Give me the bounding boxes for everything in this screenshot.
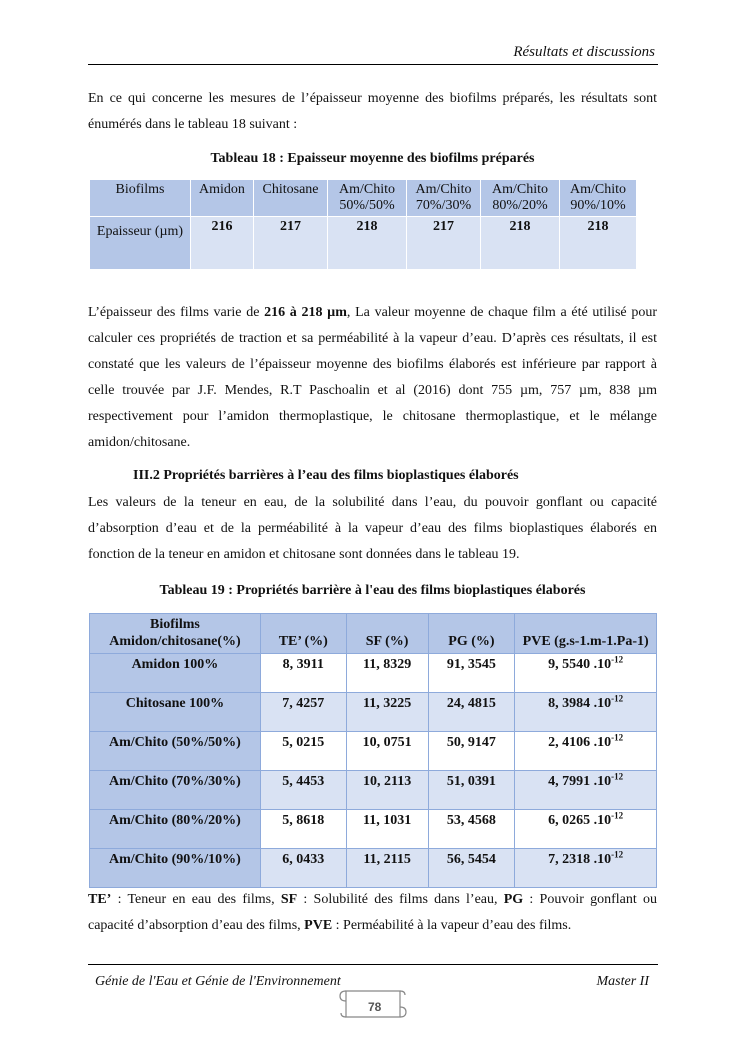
table19-cell-pg-value: 91, 3545 (446, 657, 496, 672)
exponent: -12 (611, 732, 624, 743)
table18-cell: 218 (328, 217, 407, 270)
table19-cell-sf-value: 11, 1031 (362, 813, 412, 828)
legend-pve-text: : Perméabilité à la vapeur d’eau des films. (332, 918, 572, 933)
table19-header-sf: SF (%) (346, 614, 428, 654)
legend-pve-key: PVE (304, 918, 333, 933)
table19-cell-te (260, 693, 346, 732)
section-heading: III.2 Propriétés barrières à l’eau des films bioplastiques élaborés (133, 468, 519, 483)
table19-cell-pg-value: 50, 9147 (446, 735, 496, 750)
table19-cell-pg (428, 654, 515, 693)
table19-cell-pg-value: 24, 4815 (446, 696, 496, 711)
exponent: -12 (611, 771, 624, 782)
exponent: -12 (611, 849, 624, 860)
table19-cell-pg (428, 810, 515, 849)
table19-caption: Tableau 19 : Propriétés barrière à l'eau des films bioplastiques élaborés (159, 583, 586, 598)
legend-sf-key: SF (280, 892, 298, 907)
table19-cell-te-value: 5, 4453 (282, 774, 325, 789)
table19-cell-pve-value: 6, 0265 .10 (548, 813, 612, 828)
table19-cell-pve (515, 693, 657, 732)
table-row (90, 771, 657, 810)
table19-header-pve: PVE (g.s-1.m-1.Pa-1) (515, 614, 657, 654)
table19-header-te: TE’ (%) (260, 614, 346, 654)
table18-header-cell: Am/Chito 70%/30% (407, 180, 481, 217)
intro-line-2: énumérés dans le tableau 18 suivant : (88, 117, 298, 132)
table19-cell-pve-value: 8, 3984 .10 (548, 696, 612, 711)
footer-left: Génie de l'Eau et Génie de l'Environnement (95, 974, 341, 989)
intro-line-1: En ce qui concerne les mesures de l’épaisseur moyenne des biofilms préparés, les résultats sont (88, 91, 657, 106)
table19-cell-pve (515, 810, 657, 849)
table18-header-cell: Chitosane (254, 180, 328, 217)
table19-cell-biofilm-value: Am/Chito (50%/50%) (109, 735, 241, 750)
table19-cell-sf-value: 11, 8329 (362, 657, 412, 672)
table18-cell: 217 (407, 217, 481, 270)
para2-bold: 216 à 218 µm (264, 305, 347, 320)
table19-cell-sf-value: 11, 2115 (363, 852, 411, 867)
footer-rule (88, 964, 658, 965)
table18-cell: 216 (191, 217, 254, 270)
para2-text-before: L’épaisseur des films varie de (88, 305, 265, 320)
thickness-paragraph (88, 300, 657, 456)
table19-cell-sf (346, 771, 428, 810)
table19-cell-biofilm (90, 849, 261, 888)
table19-cell-pg (428, 849, 515, 888)
legend-sf-text: : Solubilité des films dans l’eau, (297, 892, 504, 907)
table-row (90, 180, 637, 217)
table19-cell-biofilm (90, 654, 261, 693)
table-header-row (90, 614, 657, 654)
table19-cell-pg-value: 51, 0391 (446, 774, 496, 789)
table18 (89, 179, 637, 270)
table19-cell-sf (346, 693, 428, 732)
table19-cell-te (260, 810, 346, 849)
legend-te-key: TE’ (88, 892, 112, 907)
table19-cell-pve (515, 849, 657, 888)
table19-cell-pve-value: 4, 7991 .10 (548, 774, 612, 789)
table18-cell: 217 (254, 217, 328, 270)
table-row (90, 693, 657, 732)
table18-header-cell: Am/Chito 90%/10% (560, 180, 637, 217)
table19-cell-sf (346, 732, 428, 771)
table-row (90, 849, 657, 888)
table19-cell-pg (428, 771, 515, 810)
table-row (90, 732, 657, 771)
table19-cell-te-value: 8, 3911 (282, 657, 324, 672)
table19-cell-pg-value: 53, 4568 (446, 813, 496, 828)
table19-cell-biofilm-value: Amidon 100% (131, 657, 219, 672)
table19-cell-biofilm-value: Am/Chito (70%/30%) (109, 774, 241, 789)
table18-header-cell: Biofilms (90, 180, 191, 217)
table19-cell-biofilm (90, 771, 261, 810)
table19-header-biofilms: Biofilms Amidon/chitosane(%) (90, 614, 261, 654)
legend-pg-key: PG (503, 892, 524, 907)
table19-cell-pve (515, 654, 657, 693)
table18-header-cell: Am/Chito 50%/50% (328, 180, 407, 217)
table19-cell-biofilm (90, 732, 261, 771)
table-row (90, 217, 637, 270)
table19-cell-te (260, 771, 346, 810)
table18-cell: 218 (560, 217, 637, 270)
exponent: -12 (611, 654, 624, 665)
table19-cell-biofilm-value: Chitosane 100% (125, 696, 225, 711)
table19-cell-te-value: 6, 0433 (282, 852, 325, 867)
table19-cell-te (260, 732, 346, 771)
table19-cell-pg-value: 56, 5454 (446, 852, 496, 867)
table19-cell-pve (515, 732, 657, 771)
table19-cell-pg (428, 693, 515, 732)
table19-cell-pve-value: 9, 5540 .10 (548, 657, 612, 672)
header-title: Résultats et discussions (513, 44, 655, 60)
table19-legend (88, 887, 657, 939)
table19-cell-pg (428, 732, 515, 771)
table-row (90, 810, 657, 849)
table19-cell-biofilm-value: Am/Chito (90%/10%) (109, 852, 241, 867)
table19-header-pg: PG (%) (428, 614, 515, 654)
section-paragraph: Les valeurs de la teneur en eau, de la solubilité dans l’eau, du pouvoir gonflant ou capacité d’absorption d’eau et de la perméabilité à la vapeur d’eau des films bioplastiques élaborés en fonction de la teneur en amidon et chitosane sont données dans le tableau 19. (88, 495, 657, 562)
table19-cell-pve-value: 2, 4106 .10 (548, 735, 612, 750)
legend-te-text: : Teneur en eau des films, (111, 892, 281, 907)
table19 (89, 613, 657, 888)
table18-row-label: Epaisseur (µm) (90, 217, 191, 270)
table18-caption: Tableau 18 : Epaisseur moyenne des biofilms préparés (210, 151, 535, 166)
table19-cell-sf (346, 810, 428, 849)
table19-cell-sf-value: 11, 3225 (362, 696, 412, 711)
header-rule (88, 64, 658, 65)
table19-cell-biofilm-value: Am/Chito (80%/20%) (109, 813, 241, 828)
table19-cell-te-value: 5, 8618 (282, 813, 325, 828)
table18-cell: 218 (481, 217, 560, 270)
intro-paragraph (88, 86, 657, 138)
footer-right: Master II (596, 974, 649, 989)
legend-pg-text: : Pouvoir gonflant ou capacité d’absorption d’eau des films, (88, 892, 658, 933)
table19-cell-te-value: 7, 4257 (282, 696, 325, 711)
table19-cell-te (260, 654, 346, 693)
table19-cell-biofilm (90, 693, 261, 732)
table19-cell-sf (346, 654, 428, 693)
table19-cell-pve (515, 771, 657, 810)
table19-cell-sf (346, 849, 428, 888)
page-number: 78 (368, 1000, 382, 1014)
table19-cell-te (260, 849, 346, 888)
table19-cell-te-value: 5, 0215 (282, 735, 325, 750)
table19-cell-biofilm (90, 810, 261, 849)
table19-cell-sf-value: 10, 0751 (362, 735, 412, 750)
para2-text-after: , La valeur moyenne de chaque film a été utilisé pour calculer ces propriétés de traction et sa perméabilité à la vapeur d’eau. D’après ces résultats, il est constaté que les valeurs de l’épaisseur moyenne des biofilms élaborés est inférieure par rapport à celle trouvée par J.F. Mendes, R.T Paschoalin et al (2016) dont 755 µm, 757 µm, 838 µm respectivement pour l’amidon thermoplastique, le chitosane thermoplastique, et le mélange amidon/chitosane. (88, 305, 657, 450)
exponent: -12 (611, 810, 624, 821)
table19-cell-pve-value: 7, 2318 .10 (548, 852, 612, 867)
exponent: -12 (611, 693, 624, 704)
table19-cell-sf-value: 10, 2113 (362, 774, 412, 789)
table18-header-cell: Am/Chito 80%/20% (481, 180, 560, 217)
table18-header-cell: Amidon (191, 180, 254, 217)
table-row (90, 654, 657, 693)
